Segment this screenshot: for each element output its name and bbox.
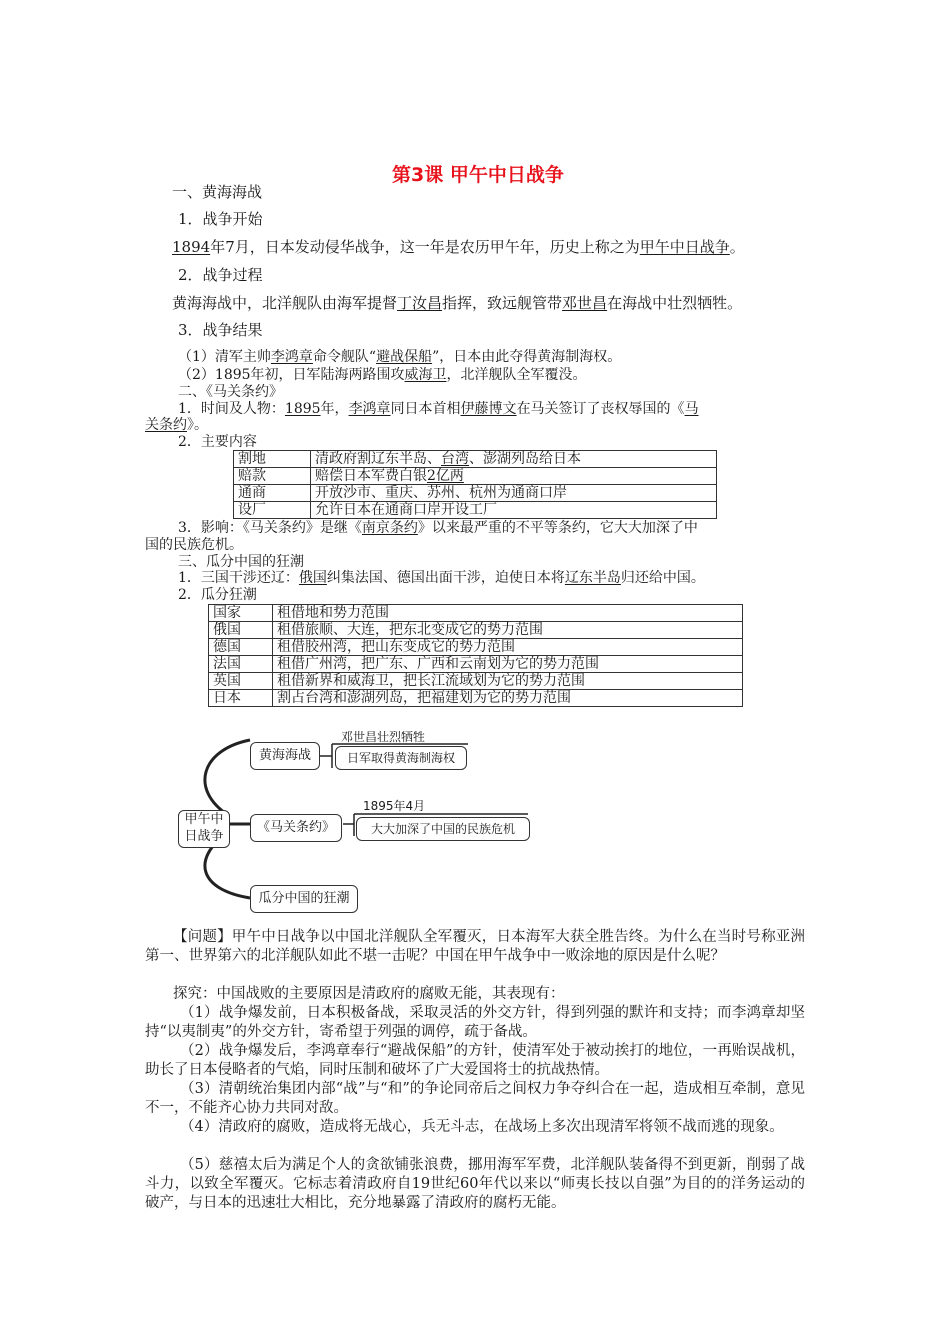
mindmap-node-partition: 瓜分中国的狂潮 [250, 885, 358, 913]
table-row: 法国 租借广州湾，把广东、广西和云南划为它的势力范围 [209, 656, 743, 673]
mindmap-root: 甲午中 日战争 [178, 810, 230, 848]
table-row: 英国 租借新界和威海卫，把长江流域划为它的势力范围 [209, 673, 743, 690]
table-row: 德国 租借胶州湾，把山东变成它的势力范围 [209, 639, 743, 656]
paragraph: （1）战争爆发前，日本积极备战，采取灵活的外交方针，得到列强的默许和支持；而李鸿章却坚持“以夷制夷”的外交方针，寄希望于列强的调停，疏于备战。 [145, 1005, 805, 1040]
table-row: 通商 开放沙市、重庆、苏州、杭州为通商口岸 [234, 485, 717, 502]
paragraph: 探究：中国战败的主要原因是清政府的腐败无能，其表现有： [173, 986, 565, 1002]
mindmap-leaf: 大大加深了中国的民族危机 [356, 817, 530, 841]
table-row: 日本 割占台湾和澎湖列岛，把福建划为它的势力范围 [209, 690, 743, 707]
partition-table [208, 604, 743, 707]
paragraph: （4）清政府的腐败，造成将无战心，兵无斗志，在战场上多次出现清军将领不战而逃的现象。 [180, 1119, 784, 1135]
table-row: 国家 租借地和势力范围 [209, 605, 743, 622]
page-title: 第3课 甲午中日战争 [392, 164, 564, 186]
question-paragraph: 【问题】甲午中日战争以中国北洋舰队全军覆灭，日本海军大获全胜告终。为什么在当时号称亚洲第一、世界第六的北洋舰队如此不堪一击呢？中国在甲午战争中一败涂地的原因是什么呢？ [145, 929, 805, 964]
paragraph: 3．影响：《马关条约》是继《南京条约》以来最严重的不平等条约，它大大加深了中 [178, 520, 698, 536]
mindmap-leaf: 日军取得黄海制海权 [335, 746, 467, 770]
sub-heading: 1．战争开始 [178, 210, 263, 228]
mindmap-note: 邓世昌壮烈牺牲 [341, 730, 426, 744]
paragraph: （2）战争爆发后，李鸿章奉行“避战保船”的方针，使清军处于被动挨打的地位，一再贻误战机，助长了日本侵略者的气焰，同时压制和破坏了广大爱国将士的抗战热情。 [145, 1043, 805, 1078]
section-heading-2: 二、《马关条约》 [178, 384, 283, 400]
paragraph: （3）清朝统治集团内部“战”与“和”的争论同帝后之间权力争夺纠合在一起，造成相互牵制，意见不一，不能齐心协力共同对敌。 [145, 1081, 805, 1116]
paragraph: 黄海海战中，北洋舰队由海军提督丁汝昌指挥，致远舰管带邓世昌在海战中壮烈牺牲。 [172, 294, 743, 312]
sub-heading: 3．战争结果 [178, 321, 263, 339]
sub-heading: 2．主要内容 [178, 434, 257, 450]
paragraph: （1）清军主帅李鸿章命令舰队“避战保船”，日本由此夺得黄海制海权。 [178, 349, 622, 365]
sub-heading: 2．瓜分狂潮 [178, 587, 257, 603]
table-row: 赔款 赔偿日本军费白银2亿两 [234, 468, 717, 485]
table-row: 俄国 租借旅顺、大连，把东北变成它的势力范围 [209, 622, 743, 639]
paragraph: 国的民族危机。 [145, 537, 243, 553]
sub-heading: 2．战争过程 [178, 266, 263, 284]
section-heading-1: 一、黄海海战 [172, 183, 263, 201]
paragraph: 1894年7月，日本发动侵华战争，这一年是农历甲午年，历史上称之为甲午中日战争。 [172, 238, 745, 256]
paragraph: 关条约》。 [145, 417, 208, 433]
mindmap-note: 1895年4月 [363, 799, 426, 813]
table-row: 割地 清政府割辽东半岛、台湾、澎湖列岛给日本 [234, 451, 717, 468]
paragraph: （5）慈禧太后为满足个人的贪欲铺张浪费，挪用海军军费，北洋舰队装备得不到更新，削弱了战斗力，以致全军覆灭。它标志着清政府自19世纪60年代以来以“师夷长技以自强”为目的的洋务运动的破产，与日本的迅速壮大相比，充分地暴露了清政府的腐朽无能。 [145, 1157, 805, 1211]
paragraph: 1．三国干涉还辽：俄国纠集法国、德国出面干涉，迫使日本将辽东半岛归还给中国。 [178, 570, 705, 586]
treaty-content-table [233, 450, 717, 519]
table-row: 设厂 允许日本在通商口岸开设工厂 [234, 502, 717, 519]
paragraph: 1．时间及人物：1895年，李鸿章同日本首相伊藤博文在马关签订了丧权辱国的《马 [178, 401, 699, 417]
section-heading-3: 三、瓜分中国的狂潮 [178, 554, 304, 570]
mindmap-node-treaty: 《马关条约》 [250, 814, 342, 842]
paragraph: （2）1895年初，日军陆海两路围攻威海卫，北洋舰队全军覆没。 [178, 367, 587, 383]
mindmap-node-yellow-sea: 黄海海战 [250, 742, 320, 770]
